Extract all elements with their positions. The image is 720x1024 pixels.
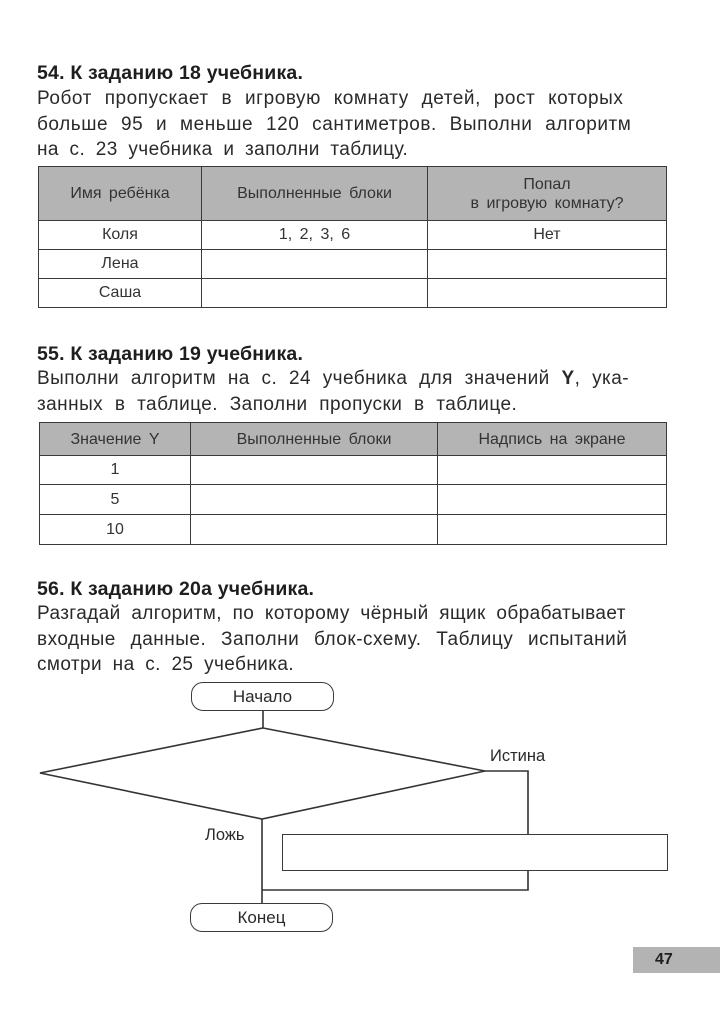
task-56-text-line: смотри на с. 25 учебника. xyxy=(37,654,294,675)
task-54-text-line: на с. 23 учебника и заполни таблицу. xyxy=(37,139,409,160)
decision-condition-field[interactable] xyxy=(70,740,450,806)
header-entered-room-line1: Попал xyxy=(523,175,571,193)
task-55-title: 55. К заданию 19 учебника. xyxy=(37,343,304,365)
page-number-text: 47 xyxy=(655,951,673,968)
cell-name: Лена xyxy=(39,250,202,279)
header-executed-blocks: Выполненные блоки xyxy=(191,423,438,456)
process-block[interactable] xyxy=(282,834,668,871)
cell-value-y: 1 xyxy=(40,456,191,485)
task-56-text-line: входные данные. Заполни блок-схему. Таблицу испытаний xyxy=(37,628,628,650)
false-branch-label: Ложь xyxy=(205,826,245,844)
header-executed-blocks: Выполненные блоки xyxy=(202,167,428,221)
task-54-text-line: Робот пропускает в игровую комнату детей, рост которых xyxy=(37,88,624,109)
cell-name: Саша xyxy=(39,279,202,308)
task-55-text-part: , ука- xyxy=(574,368,629,389)
page-number xyxy=(633,947,720,973)
task-56-text-line: Разгадай алгоритм, по которому чёрный ящик обрабатывает xyxy=(37,603,626,624)
cell-entered[interactable]: Нет xyxy=(428,221,667,250)
start-terminal xyxy=(191,682,334,711)
header-entered-room-line2: в игровую комнату? xyxy=(470,194,624,212)
end-terminal xyxy=(190,903,333,932)
variable-y: Y xyxy=(561,368,575,389)
task-54-title: 54. К заданию 18 учебника. xyxy=(37,62,304,84)
task-55-text-part: Выполни алгоритм на с. 24 учебника для значений xyxy=(37,368,562,389)
cell-blocks[interactable]: 1, 2, 3, 6 xyxy=(202,221,428,250)
true-branch-label: Истина xyxy=(490,747,546,765)
cell-value-y: 5 xyxy=(40,485,191,515)
task-55-text-line: занных в таблице. Заполни пропуски в таблице. xyxy=(37,393,518,415)
start-label: Начало xyxy=(232,686,293,706)
end-label: Конец xyxy=(237,907,286,927)
task-56-title: 56. К заданию 20а учебника. xyxy=(37,578,315,600)
header-child-name: Имя ребёнка xyxy=(39,167,202,221)
cell-name: Коля xyxy=(39,221,202,250)
header-value-y: Значение Y xyxy=(40,423,191,456)
header-screen-output: Надпись на экране xyxy=(438,423,667,456)
task-54-text-line: больше 95 и меньше 120 сантиметров. Выполни алгоритм xyxy=(37,113,632,135)
cell-value-y: 10 xyxy=(40,515,191,545)
